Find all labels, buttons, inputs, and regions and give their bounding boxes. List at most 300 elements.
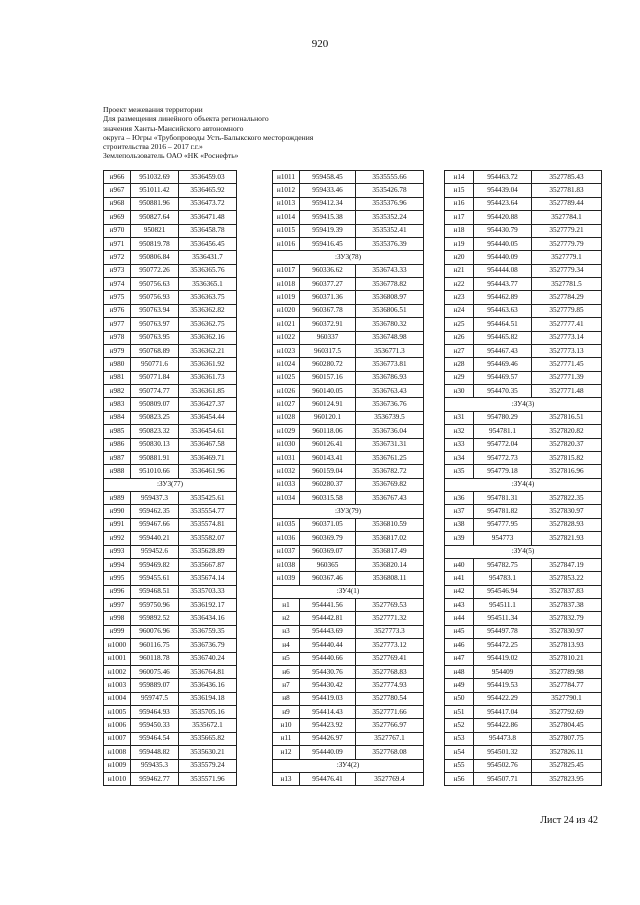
document-header [103,105,313,161]
section-label: :ЗУ4(2) [273,759,424,772]
point-id: н8 [273,692,300,705]
coordinates-table [272,170,424,786]
x-coordinate: 951011.42 [131,184,179,197]
x-coordinate: 954772.73 [474,451,532,464]
point-row [104,679,237,692]
y-coordinate: 3527771.48 [532,385,602,398]
x-coordinate: 954430.42 [300,679,356,692]
x-coordinate: 954419.02 [474,652,532,665]
x-coordinate: 954546.94 [474,585,532,598]
x-coordinate: 959412.34 [300,197,356,210]
point-id: н48 [445,665,474,678]
point-id: н992 [104,532,131,545]
section-row [445,478,602,491]
x-coordinate: 960367.78 [300,304,356,317]
point-row [445,264,602,277]
point-row [445,438,602,451]
y-coordinate: 3536454.61 [179,425,237,438]
section-row [445,398,602,411]
point-row [104,692,237,705]
point-row [445,411,602,424]
page-number: 920 [311,38,329,50]
y-coordinate: 3527767.1 [356,732,424,745]
y-coordinate: 3536361.73 [179,371,237,384]
y-coordinate: 3536817.49 [356,545,424,558]
point-row [104,358,237,371]
y-coordinate: 3536771.3 [356,344,424,357]
x-coordinate: 959416.45 [300,237,356,250]
point-id: н995 [104,572,131,585]
point-row [273,264,424,277]
point-row [445,746,602,759]
point-row [104,237,237,250]
y-coordinate: 3527813.93 [532,639,602,652]
y-coordinate: 3527804.45 [532,719,602,732]
y-coordinate: 3536194.18 [179,692,237,705]
point-row [445,585,602,598]
point-id: н38 [445,518,474,531]
point-row [445,652,602,665]
point-id: н973 [104,264,131,277]
y-coordinate: 3527830.97 [532,625,602,638]
point-row [104,572,237,585]
y-coordinate: 3527815.82 [532,451,602,464]
point-id: н46 [445,639,474,652]
point-row [273,719,424,732]
x-coordinate: 951010.66 [131,465,179,478]
section-row [273,759,424,772]
point-id: н1016 [273,237,300,250]
x-coordinate: 954472.25 [474,639,532,652]
y-coordinate: 3536436.16 [179,679,237,692]
y-coordinate: 3536459.03 [179,171,237,184]
y-coordinate: 3527826.11 [532,746,602,759]
y-coordinate: 3527779.85 [532,304,602,317]
point-id: н42 [445,585,474,598]
point-row [445,679,602,692]
point-row [104,318,237,331]
y-coordinate: 3527816.96 [532,465,602,478]
point-row [104,558,237,571]
point-id: н970 [104,224,131,237]
x-coordinate: 959462.77 [131,772,179,785]
point-id: н30 [445,385,474,398]
point-id: н7 [273,679,300,692]
point-id: н1024 [273,358,300,371]
point-id: н1039 [273,572,300,585]
y-coordinate: 3527773.14 [532,331,602,344]
x-coordinate: 960371.05 [300,518,356,531]
point-id: н36 [445,492,474,505]
section-label: :ЗУ3(78) [273,251,424,264]
point-id: н1019 [273,291,300,304]
point-id: н29 [445,371,474,384]
section-label: :ЗУ4(5) [445,545,602,558]
point-id: н1015 [273,224,300,237]
point-row [104,772,237,785]
x-coordinate: 960369.79 [300,532,356,545]
point-row [445,505,602,518]
point-id: н52 [445,719,474,732]
y-coordinate: 3527769.4 [356,772,424,785]
point-id: н986 [104,438,131,451]
y-coordinate: 3527771.32 [356,612,424,625]
x-coordinate: 959452.6 [131,545,179,558]
x-coordinate: 950756.63 [131,278,179,291]
y-coordinate: 3536736.76 [356,398,424,411]
point-id: н990 [104,505,131,518]
point-id: н21 [445,264,474,277]
x-coordinate: 954507.71 [474,772,532,785]
point-row [273,639,424,652]
point-row [273,599,424,612]
y-coordinate: 3536810.59 [356,518,424,531]
section-label: :ЗУ4(1) [273,585,424,598]
point-row [273,331,424,344]
point-row [273,184,424,197]
y-coordinate: 3527773.3 [356,625,424,638]
y-coordinate: 3536761.25 [356,451,424,464]
point-id: н22 [445,278,474,291]
point-id: н13 [273,772,300,785]
point-id: н979 [104,344,131,357]
y-coordinate: 3536362.82 [179,304,237,317]
point-id: н976 [104,304,131,317]
x-coordinate: 959462.35 [131,505,179,518]
x-coordinate: 954440.05 [474,237,532,250]
point-id: н10 [273,719,300,732]
point-id: н1014 [273,211,300,224]
x-coordinate: 950763.94 [131,304,179,317]
y-coordinate: 3527781.83 [532,184,602,197]
point-id: н55 [445,759,474,772]
point-row [273,398,424,411]
y-coordinate: 3527781.5 [532,278,602,291]
y-coordinate: 3536731.31 [356,438,424,451]
point-row [104,291,237,304]
coordinates-table [444,170,602,786]
y-coordinate: 3527823.95 [532,772,602,785]
x-coordinate: 960126.41 [300,438,356,451]
header-line: Землепользователь ОАО «НК «Роснефть» [103,151,239,161]
point-id: н982 [104,385,131,398]
point-row [104,732,237,745]
point-id: н989 [104,492,131,505]
y-coordinate: 3527821.93 [532,532,602,545]
x-coordinate: 959747.5 [131,692,179,705]
x-coordinate: 950774.77 [131,385,179,398]
point-row [445,291,602,304]
point-row [273,665,424,678]
x-coordinate: 959458.45 [300,171,356,184]
point-id: н1011 [273,171,300,184]
x-coordinate: 954469.57 [474,371,532,384]
y-coordinate: 3527816.51 [532,411,602,424]
x-coordinate: 951032.69 [131,171,179,184]
x-coordinate: 954783.1 [474,572,532,585]
y-coordinate: 3527766.97 [356,719,424,732]
point-row [104,451,237,464]
y-coordinate: 3535574.81 [179,518,237,531]
point-id: н993 [104,545,131,558]
point-id: н968 [104,197,131,210]
point-row [445,331,602,344]
point-row [104,425,237,438]
y-coordinate: 3527771.39 [532,371,602,384]
point-id: н53 [445,732,474,745]
point-row [445,371,602,384]
y-coordinate: 3527820.37 [532,438,602,451]
point-row [273,304,424,317]
x-coordinate: 954502.76 [474,759,532,772]
y-coordinate: 3527810.21 [532,652,602,665]
point-row [445,465,602,478]
point-row [104,585,237,598]
point-row [104,706,237,719]
x-coordinate: 959455.61 [131,572,179,585]
point-row [104,385,237,398]
y-coordinate: 3527807.75 [532,732,602,745]
y-coordinate: 3527820.82 [532,425,602,438]
point-id: н1013 [273,197,300,210]
x-coordinate: 950827.64 [131,211,179,224]
y-coordinate: 3536365.1 [179,278,237,291]
point-id: н980 [104,358,131,371]
x-coordinate: 959464.93 [131,706,179,719]
header-line: строительства 2016 – 2017 г.г.» [103,142,203,152]
y-coordinate: 3536764.81 [179,665,237,678]
point-id: н1026 [273,385,300,398]
x-coordinate: 954419.03 [300,692,356,705]
point-row [273,706,424,719]
point-id: н1001 [104,652,131,665]
y-coordinate: 3527832.79 [532,612,602,625]
point-row [104,719,237,732]
y-coordinate: 3536748.98 [356,331,424,344]
x-coordinate: 954442.81 [300,612,356,625]
point-row [445,251,602,264]
point-row [273,652,424,665]
point-id: н1006 [104,719,131,732]
y-coordinate: 3536363.75 [179,291,237,304]
point-id: н17 [445,211,474,224]
point-id: н1002 [104,665,131,678]
x-coordinate: 954469.46 [474,358,532,371]
y-coordinate: 3536763.43 [356,385,424,398]
x-coordinate: 954439.04 [474,184,532,197]
x-coordinate: 959437.3 [131,492,179,505]
y-coordinate: 3535571.96 [179,772,237,785]
x-coordinate: 960124.91 [300,398,356,411]
x-coordinate: 954497.78 [474,625,532,638]
point-row [273,679,424,692]
x-coordinate: 950763.95 [131,331,179,344]
point-id: н26 [445,331,474,344]
point-row [104,398,237,411]
x-coordinate: 954780.29 [474,411,532,424]
x-coordinate: 960315.58 [300,492,356,505]
sheet-footer: Лист 24 из 42 [540,815,598,826]
point-id: н981 [104,371,131,384]
x-coordinate: 959433.46 [300,184,356,197]
y-coordinate: 3536820.14 [356,558,424,571]
y-coordinate: 3536456.45 [179,237,237,250]
y-coordinate: 3536740.24 [179,652,237,665]
point-id: н967 [104,184,131,197]
point-row [273,371,424,384]
y-coordinate: 3527784.77 [532,679,602,692]
point-id: н25 [445,318,474,331]
x-coordinate: 954440.09 [474,251,532,264]
y-coordinate: 3527825.45 [532,759,602,772]
x-coordinate: 950756.93 [131,291,179,304]
point-row [445,759,602,772]
point-id: н1027 [273,398,300,411]
x-coordinate: 954462.89 [474,291,532,304]
x-coordinate: 960369.07 [300,545,356,558]
x-coordinate: 950768.89 [131,344,179,357]
section-label: :ЗУ4(4) [445,478,602,491]
x-coordinate: 959469.82 [131,558,179,571]
point-id: н1029 [273,425,300,438]
x-coordinate: 954430.79 [474,224,532,237]
point-id: н40 [445,558,474,571]
x-coordinate: 959468.51 [131,585,179,598]
x-coordinate: 954443.69 [300,625,356,638]
point-row [104,331,237,344]
y-coordinate: 3536769.82 [356,478,424,491]
y-coordinate: 3535579.24 [179,759,237,772]
x-coordinate: 954781.1 [474,425,532,438]
y-coordinate: 3527771.66 [356,706,424,719]
y-coordinate: 3527774.93 [356,679,424,692]
x-coordinate: 960116.75 [131,639,179,652]
point-row [445,304,602,317]
point-row [273,197,424,210]
point-row [104,304,237,317]
y-coordinate: 3536431.7 [179,251,237,264]
x-coordinate: 960336.62 [300,264,356,277]
x-coordinate: 960377.27 [300,278,356,291]
x-coordinate: 954779.18 [474,465,532,478]
point-id: н27 [445,344,474,357]
point-id: н24 [445,304,474,317]
y-coordinate: 3536782.72 [356,465,424,478]
point-row [445,719,602,732]
point-id: н978 [104,331,131,344]
point-row [104,344,237,357]
point-row [445,171,602,184]
y-coordinate: 3527792.69 [532,706,602,719]
x-coordinate: 959464.54 [131,732,179,745]
y-coordinate: 3536434.16 [179,612,237,625]
point-id: н1008 [104,746,131,759]
point-row [273,278,424,291]
point-row [104,652,237,665]
x-coordinate: 954441.56 [300,599,356,612]
y-coordinate: 3527777.41 [532,318,602,331]
point-row [445,572,602,585]
point-id: н999 [104,625,131,638]
point-row [104,184,237,197]
y-coordinate: 3527785.43 [532,171,602,184]
x-coordinate: 950823.25 [131,411,179,424]
point-id: н983 [104,398,131,411]
point-id: н15 [445,184,474,197]
x-coordinate: 954423.64 [474,197,532,210]
x-coordinate: 954414.43 [300,706,356,719]
point-row [273,545,424,558]
header-line: округа – Югры «Трубопроводы Усть-Балыкского месторождения [103,132,314,142]
section-row [273,585,424,598]
point-id: н6 [273,665,300,678]
y-coordinate: 3536817.02 [356,532,424,545]
point-id: н23 [445,291,474,304]
point-row [445,625,602,638]
x-coordinate: 959419.39 [300,224,356,237]
point-id: н47 [445,652,474,665]
x-coordinate: 954465.82 [474,331,532,344]
y-coordinate: 3535426.78 [356,184,424,197]
y-coordinate: 3536454.44 [179,411,237,424]
point-row [104,438,237,451]
coordinates-tables [103,170,600,783]
x-coordinate: 950772.26 [131,264,179,277]
y-coordinate: 3536473.72 [179,197,237,210]
y-coordinate: 3535628.89 [179,545,237,558]
point-id: н1017 [273,264,300,277]
x-coordinate: 950881.91 [131,451,179,464]
point-id: н1005 [104,706,131,719]
x-coordinate: 959435.3 [131,759,179,772]
x-coordinate: 960372.91 [300,318,356,331]
point-id: н18 [445,224,474,237]
section-row [445,545,602,558]
point-row [104,465,237,478]
y-coordinate: 3536361.85 [179,385,237,398]
point-id: н974 [104,278,131,291]
x-coordinate: 954440.66 [300,652,356,665]
x-coordinate: 954773 [474,532,532,545]
point-row [445,211,602,224]
x-coordinate: 960143.41 [300,451,356,464]
x-coordinate: 954409 [474,665,532,678]
point-row [273,411,424,424]
point-id: н991 [104,518,131,531]
point-id: н3 [273,625,300,638]
x-coordinate: 954781.31 [474,492,532,505]
point-id: н1022 [273,331,300,344]
x-coordinate: 950763.97 [131,318,179,331]
point-id: н9 [273,706,300,719]
point-id: н35 [445,465,474,478]
section-label: :ЗУ3(77) [104,478,237,491]
y-coordinate: 3536786.93 [356,371,424,384]
x-coordinate: 960157.16 [300,371,356,384]
y-coordinate: 3536767.43 [356,492,424,505]
point-row [445,278,602,291]
y-coordinate: 3536743.33 [356,264,424,277]
point-id: н984 [104,411,131,424]
header-line: значения Ханты-Мансийского автономного [103,123,244,133]
point-row [273,385,424,398]
x-coordinate: 960371.36 [300,291,356,304]
point-row [104,371,237,384]
point-row [273,772,424,785]
x-coordinate: 954443.77 [474,278,532,291]
x-coordinate: 954464.51 [474,318,532,331]
point-id: н1020 [273,304,300,317]
